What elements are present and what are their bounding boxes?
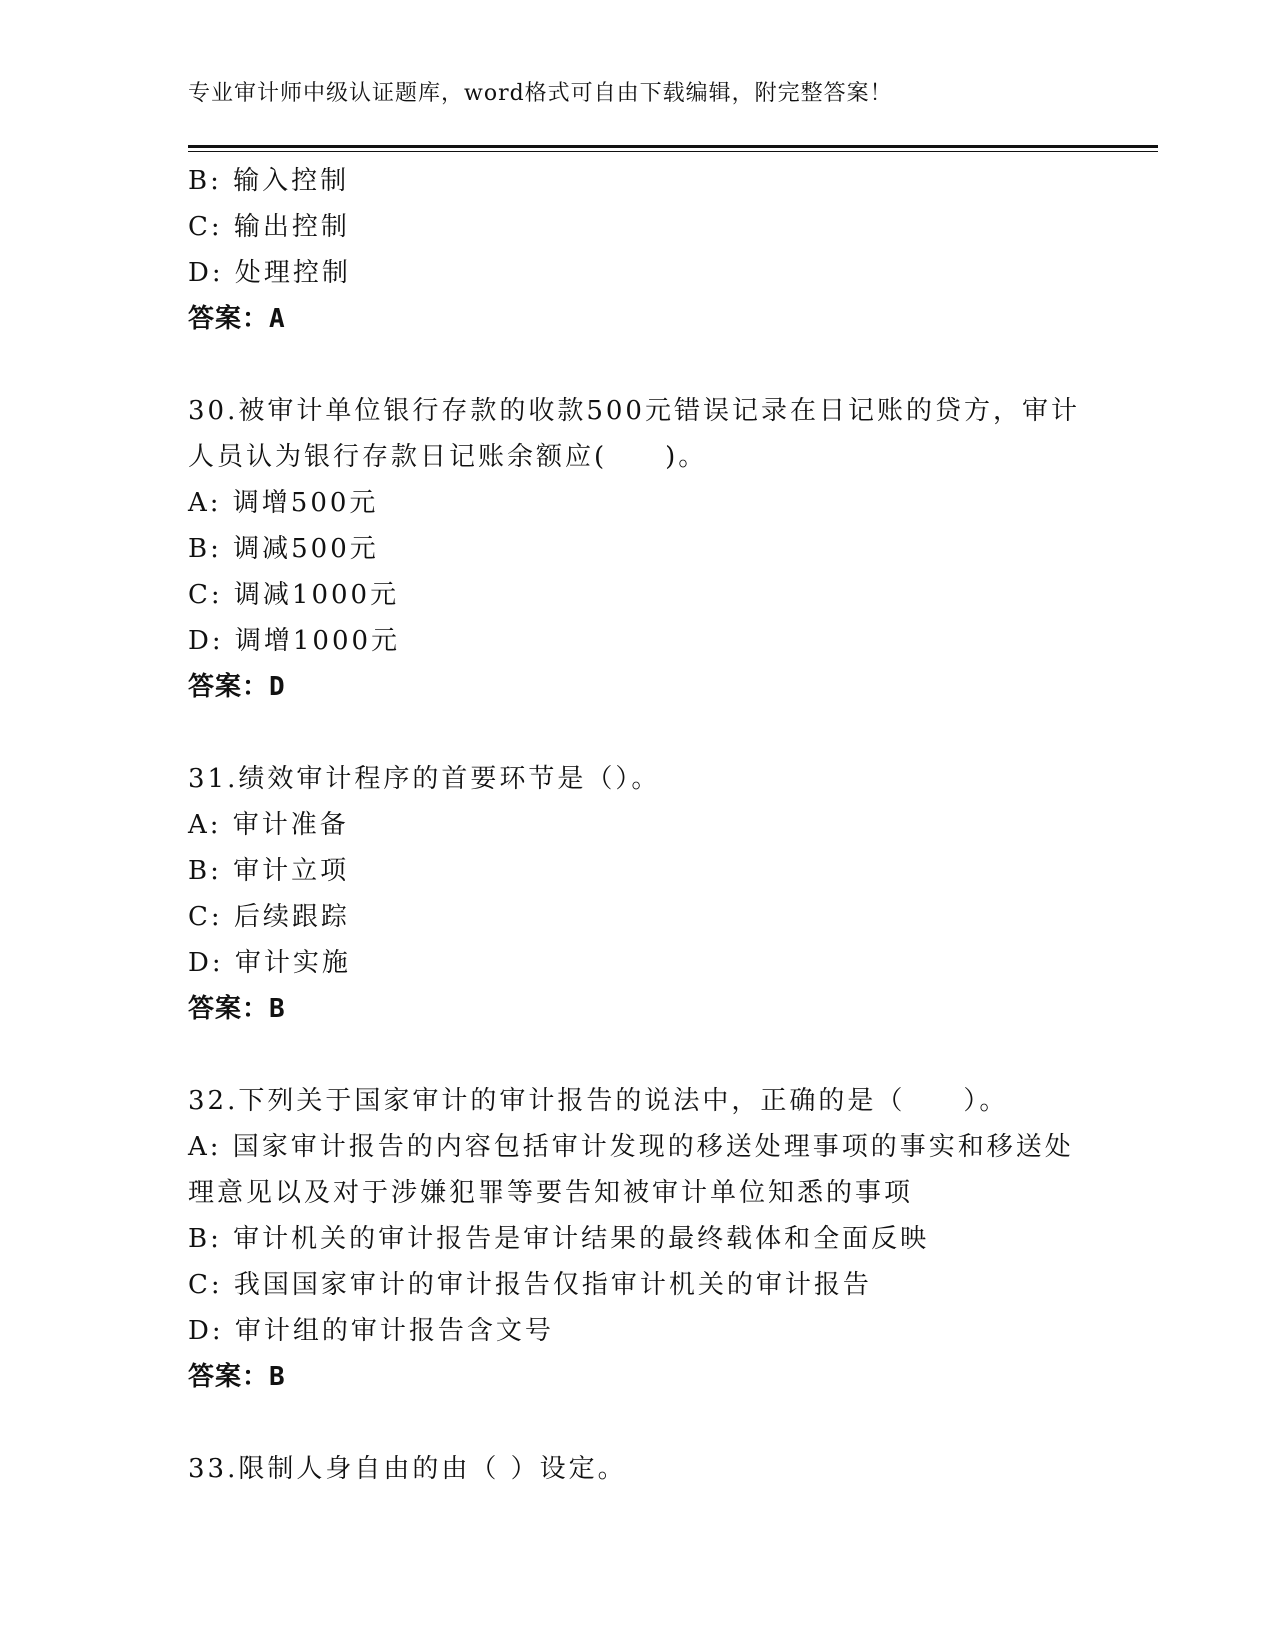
- header-divider-thin: [188, 151, 1158, 152]
- option-c: C: 调减1000元: [188, 580, 400, 610]
- option-b: B: 调减500元: [188, 534, 379, 564]
- question-block-32: [188, 1078, 1088, 1400]
- option-d: D: 处理控制: [188, 258, 351, 288]
- option-b: B: 输入控制: [188, 166, 350, 196]
- question-stem-continued: 人员认为银行存款日记账余额应( )。: [188, 442, 708, 472]
- option-d: D: 审计组的审计报告含文号: [188, 1316, 554, 1346]
- spacer: [188, 1400, 1088, 1446]
- option-c: C: 我国国家审计的审计报告仅指审计机关的审计报告: [188, 1270, 872, 1300]
- question-block-partial: [188, 158, 1088, 342]
- question-stem: 30.被审计单位银行存款的收款500元错误记录在日记账的贷方，审计: [188, 396, 1080, 426]
- header-divider-thick: [188, 145, 1158, 148]
- answer-line: 答案：B: [188, 994, 286, 1024]
- option-a: A: 调增500元: [188, 488, 379, 518]
- question-block-30: [188, 388, 1088, 710]
- option-c: C: 后续跟踪: [188, 902, 350, 932]
- option-d: D: 调增1000元: [188, 626, 401, 656]
- question-stem: 31.绩效审计程序的首要环节是（）。: [188, 764, 661, 794]
- option-a: A: 审计准备: [188, 810, 349, 840]
- question-stem: 32.下列关于国家审计的审计报告的说法中，正确的是（ ）。: [188, 1086, 1009, 1116]
- option-a-continued: 理意见以及对于涉嫌犯罪等要告知被审计单位知悉的事项: [188, 1178, 914, 1208]
- option-d: D: 审计实施: [188, 948, 351, 978]
- option-b: B: 审计机关的审计报告是审计结果的最终载体和全面反映: [188, 1224, 930, 1254]
- answer-line: 答案：D: [188, 672, 286, 702]
- answer-line: 答案：B: [188, 1362, 286, 1392]
- option-b: B: 审计立项: [188, 856, 350, 886]
- spacer: [188, 342, 1088, 388]
- question-block-33: [188, 1446, 1088, 1492]
- option-c: C: 输出控制: [188, 212, 350, 242]
- page-header: 专业审计师中级认证题库，word格式可自由下载编辑，附完整答案！: [188, 81, 893, 106]
- spacer: [188, 710, 1088, 756]
- question-block-31: [188, 756, 1088, 1032]
- option-a: A: 国家审计报告的内容包括审计发现的移送处理事项的事实和移送处: [188, 1132, 1074, 1162]
- spacer: [188, 1032, 1088, 1078]
- answer-line: 答案：A: [188, 304, 286, 334]
- question-list: [188, 158, 1088, 1492]
- question-stem: 33.限制人身自由的由（ ）设定。: [188, 1454, 627, 1484]
